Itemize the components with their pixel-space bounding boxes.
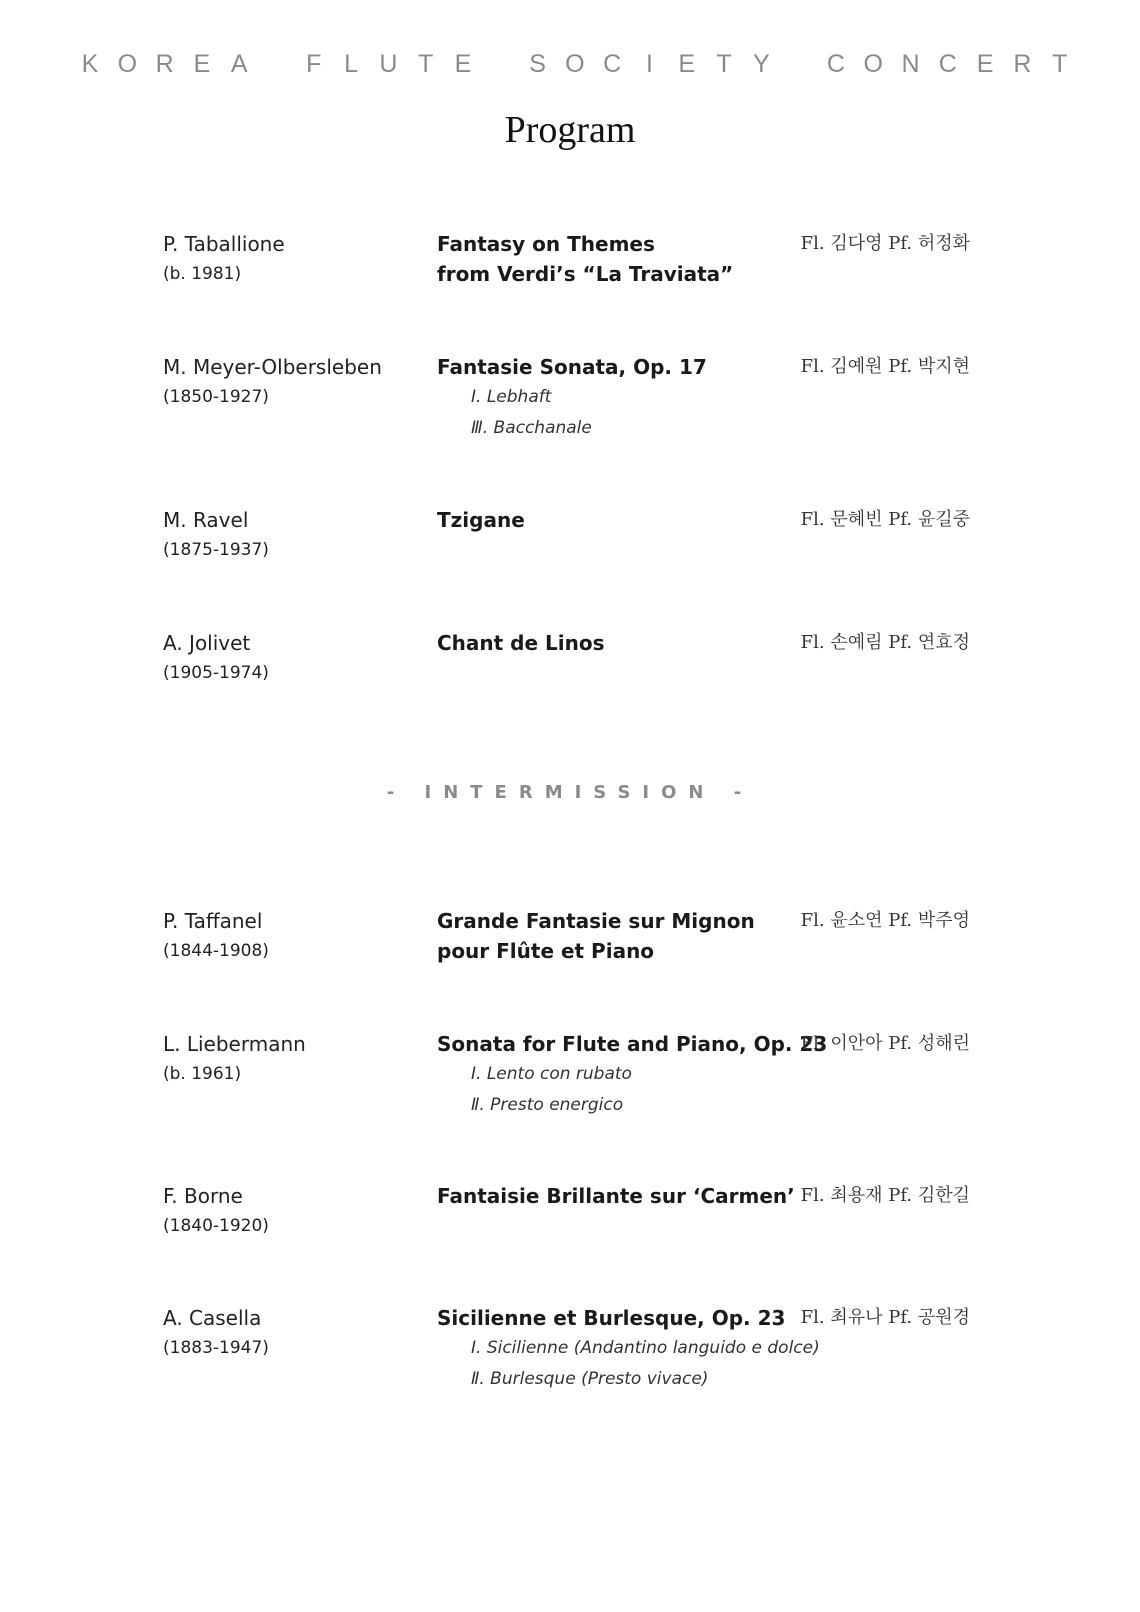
header-letter: N	[901, 50, 920, 78]
work-title: Fantasie Sonata, Op. 17	[437, 355, 707, 379]
work-block	[437, 1181, 795, 1211]
header-letter: T	[716, 50, 732, 78]
performers: Fl. 최유나 Pf. 공원경	[800, 1307, 970, 1328]
header-letter: F	[306, 50, 322, 78]
work-title: Sicilienne et Burlesque, Op. 23	[437, 1306, 786, 1330]
movement-title: Ⅲ. Bacchanale	[471, 418, 592, 438]
composer-name: L. Liebermann	[163, 1032, 306, 1056]
work-block	[437, 1029, 827, 1121]
program-entry	[0, 1303, 1140, 1413]
composer-dates: (b. 1961)	[163, 1064, 242, 1084]
work-title: Tzigane	[437, 508, 525, 532]
work-block	[437, 906, 755, 966]
performers: Fl. 이안아 Pf. 성해린	[800, 1033, 970, 1054]
header-letter: E	[976, 50, 994, 78]
composer-block	[163, 1029, 306, 1089]
performers: Fl. 김다영 Pf. 허정화	[800, 233, 970, 254]
composer-block	[163, 628, 269, 688]
work-title: pour Flûte et Piano	[437, 939, 655, 963]
program-entry	[0, 505, 1140, 615]
work-block	[437, 352, 707, 444]
work-title: Fantaisie Brillante sur ‘Carmen’	[437, 1184, 795, 1208]
header-letter: Y	[753, 50, 770, 78]
composer-name: M. Ravel	[163, 508, 249, 532]
concert-header	[80, 50, 1070, 79]
performers: Fl. 손예림 Pf. 연효정	[800, 632, 970, 653]
composer-dates: (1905-1974)	[163, 663, 269, 683]
header-letter: C	[603, 50, 622, 78]
page-title: Program	[504, 109, 636, 151]
work-title: Grande Fantasie sur Mignon	[437, 909, 755, 933]
work-block	[437, 505, 525, 535]
composer-name: P. Taballione	[163, 232, 285, 256]
composer-name: F. Borne	[163, 1184, 243, 1208]
header-letter: O	[863, 50, 883, 78]
program-entry	[0, 628, 1140, 738]
intermission-label: - INTERMISSION -	[386, 782, 754, 803]
composer-dates: (1883-1947)	[163, 1338, 269, 1358]
header-letter: E	[193, 50, 211, 78]
movement-title: Ⅱ. Burlesque (Presto vivace)	[471, 1369, 709, 1389]
composer-block	[163, 906, 269, 966]
movement-title: Ⅱ. Presto energico	[471, 1095, 624, 1115]
program-entry	[0, 229, 1140, 339]
header-letter: T	[1052, 50, 1068, 78]
work-block	[437, 229, 733, 289]
work-title: Sonata for Flute and Piano, Op. 23	[437, 1032, 828, 1056]
header-letter: L	[344, 50, 359, 78]
header-letter: C	[938, 50, 957, 78]
performers: Fl. 윤소연 Pf. 박주영	[800, 910, 970, 931]
work-block	[437, 628, 605, 658]
composer-dates: (1844-1908)	[163, 941, 269, 961]
work-title: Fantasy on Themes	[437, 232, 655, 256]
composer-name: A. Casella	[163, 1306, 262, 1330]
performers: Fl. 김예원 Pf. 박지현	[800, 356, 970, 377]
header-letter: C	[826, 50, 845, 78]
header-letter: E	[678, 50, 696, 78]
program-entry	[0, 1029, 1140, 1139]
program-entry	[0, 1181, 1140, 1291]
performers: Fl. 최용재 Pf. 김한길	[800, 1185, 970, 1206]
performers: Fl. 문혜빈 Pf. 윤길중	[800, 509, 970, 530]
composer-block	[163, 1181, 269, 1241]
header-letter: R	[155, 50, 174, 78]
composer-block	[163, 1303, 269, 1363]
header-letter: U	[379, 50, 398, 78]
header-letter: T	[418, 50, 434, 78]
header-letter: K	[81, 50, 99, 78]
composer-block	[163, 229, 285, 289]
header-letter: A	[230, 50, 248, 78]
composer-dates: (b. 1981)	[163, 264, 242, 284]
program-entry	[0, 352, 1140, 462]
composer-name: M. Meyer-Olbersleben	[163, 355, 382, 379]
header-letter: O	[565, 50, 585, 78]
header-letter: E	[454, 50, 472, 78]
program-entry	[0, 906, 1140, 1016]
movement-title: Ⅰ. Lebhaft	[471, 387, 552, 407]
composer-dates: (1840-1920)	[163, 1216, 269, 1236]
composer-dates: (1850-1927)	[163, 387, 269, 407]
composer-block	[163, 505, 269, 565]
movement-title: Ⅰ. Sicilienne (Andantino languido e dolce)	[471, 1338, 820, 1358]
composer-dates: (1875-1937)	[163, 540, 269, 560]
work-title: from Verdi’s “La Traviata”	[437, 262, 734, 286]
composer-block	[163, 352, 382, 412]
header-letter: S	[529, 50, 546, 78]
work-block	[437, 1303, 820, 1395]
header-letter: I	[645, 50, 653, 78]
movement-title: Ⅰ. Lento con rubato	[471, 1064, 632, 1084]
composer-name: P. Taffanel	[163, 909, 263, 933]
composer-name: A. Jolivet	[163, 631, 251, 655]
header-letter: R	[1013, 50, 1032, 78]
work-title: Chant de Linos	[437, 631, 605, 655]
header-letter: O	[117, 50, 138, 78]
